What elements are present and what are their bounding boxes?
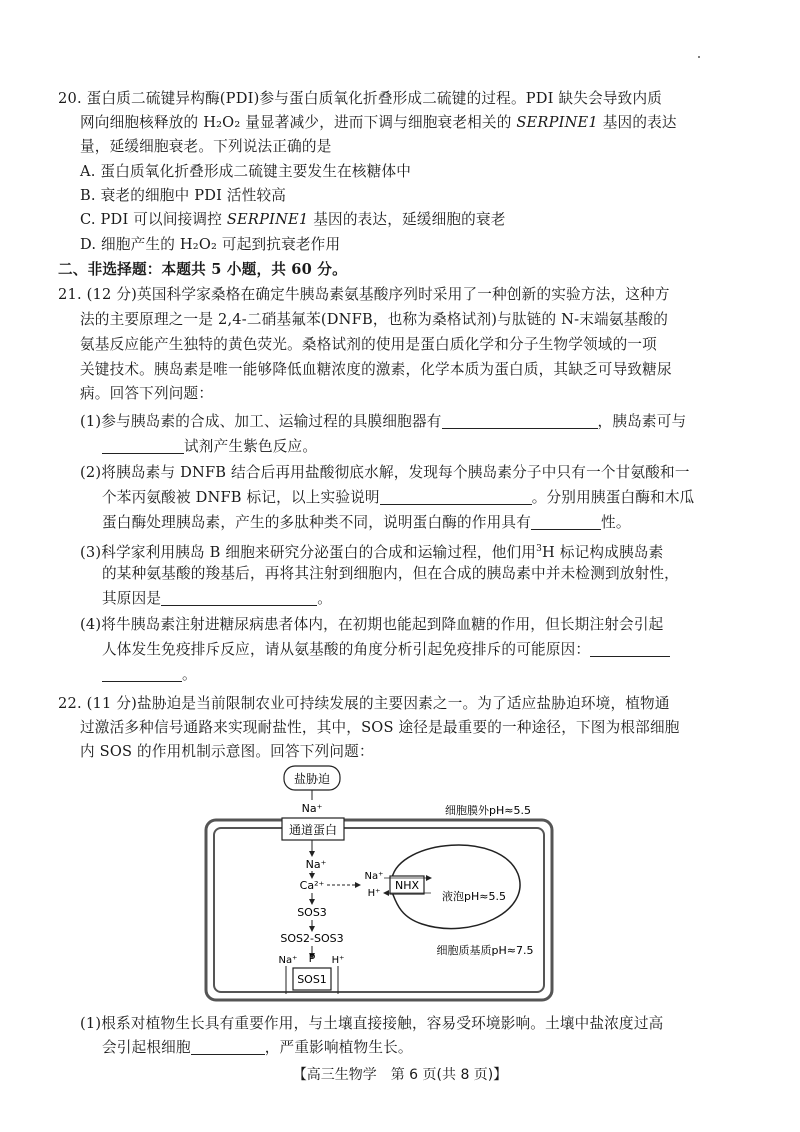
answer-blank[interactable] (161, 589, 317, 606)
q21-sub-1-text: (1)参与胰岛素的合成、加工、运输过程的具膜细胞器有 (80, 413, 442, 430)
q21-sub-1-text-c: 试剂产生紫色反应。 (184, 438, 318, 455)
q20-option-c (80, 208, 506, 232)
q21-line-4: 关键技术。胰岛素是唯一能够降低血糖浓度的激素，化学本质为蛋白质，其缺乏可导致糖尿 (80, 361, 672, 378)
na-ion-mid: Na⁺ (305, 858, 327, 871)
q20-line-2-text: 网向细胞核释放的 H₂O₂ 量显著减少，进而下调与细胞衰老相关的 (80, 114, 517, 131)
q21-sub-3-text-c: 其原因是 (102, 590, 162, 607)
q22-sub-1-cont (102, 1036, 413, 1060)
answer-blank[interactable] (380, 488, 532, 505)
q21-sub-3-cont-2 (102, 587, 332, 611)
q21-sub-4-text-c: 。 (182, 666, 197, 683)
q22-sub-1: (1)根系对植物生长具有重要作用，与土壤直接接触，容易受环境影响。土壤中盐浓度过高 (80, 1015, 664, 1032)
q21-sub-4-cont (102, 638, 670, 662)
sos1-label: SOS1 (297, 973, 327, 986)
q21-sub-2-cont-2 (102, 511, 631, 535)
q20-option-d: D. 细胞产生的 H₂O₂ 可起到抗衰老作用 (80, 236, 341, 253)
q20-line-3: 量，延缓细胞衰老。下列说法正确的是 (80, 138, 332, 155)
q21-line-1: 21. (12 分)英国科学家桑格在确定牛胰岛素氨基酸序列时采用了一种创新的实验方法，这种方 (58, 286, 670, 303)
gene-name: SERPINE1 (226, 211, 309, 228)
q21-sub-3-text: (3)科学家利用胰岛 B 细胞来研究分泌蛋白的合成和运输过程，他们用 (80, 543, 537, 561)
q21-sub-3-cont: 的某种氨基酸的羧基后，再将其注射到细胞内，但在合成的胰岛素中并未检测到放射性， (102, 565, 679, 582)
q21-line-5: 病。回答下列问题： (80, 385, 214, 402)
q21-sub-3 (80, 537, 663, 565)
h-ion-nhx: H⁺ (367, 888, 381, 899)
q21-sub-3-text-d: 。 (317, 590, 332, 607)
isotope-superscript: 3 (536, 544, 543, 554)
phosphate-label: P (308, 952, 316, 965)
q21-sub-4-text-b: 人体发生免疫排斥反应，请从氨基酸的角度分析引起免疫排斥的可能原因： (102, 641, 591, 658)
na-ion-nhx: Na⁺ (364, 871, 384, 882)
q21-sub-2-text-e: 性。 (601, 514, 631, 531)
q22-sub-1-text-b: 会引起根细胞 (102, 1039, 191, 1056)
q22-line-2: 过激活多种信号通路来实现耐盐性，其中，SOS 途径是最重要的一种途径，下图为根部细胞 (80, 719, 680, 736)
answer-blank[interactable] (442, 412, 598, 429)
q21-sub-4: (4)将牛胰岛素注射进糖尿病患者体内，在初期也能起到降血糖的作用，但长期注射会引起 (80, 616, 664, 633)
cytoplasm-ph-label: 细胞质基质pH≈7.5 (436, 944, 534, 957)
q20-option-c-tail: 基因的表达，延缓细胞的衰老 (308, 211, 506, 228)
channel-protein-label: 通道蛋白 (288, 823, 338, 837)
vacuole-ph-label: 液泡pH≈5.5 (442, 890, 506, 903)
outside-ph-label: 细胞膜外pH≈5.5 (445, 804, 531, 817)
q22-line-3: 内 SOS 的作用机制示意图。回答下列问题： (80, 743, 374, 760)
q20-option-a: A. 蛋白质氧化折叠形成二硫键主要发生在核糖体中 (80, 163, 412, 180)
q21-sub-1-cont (102, 435, 317, 459)
q21-sub-1 (80, 410, 686, 434)
q20-line-2-tail: 基因的表达 (597, 114, 677, 131)
q20-line-2 (80, 111, 677, 135)
answer-blank[interactable] (102, 437, 184, 454)
q21-sub-1-text-b: ，胰岛素可与 (597, 413, 687, 430)
answer-blank[interactable] (102, 665, 182, 682)
na-ion-top: Na⁺ (301, 802, 323, 815)
answer-blank[interactable] (590, 640, 670, 657)
answer-blank[interactable] (191, 1038, 265, 1055)
sos2-sos3-label: SOS2-SOS3 (280, 932, 344, 945)
salt-stress-label: 盐胁迫 (293, 772, 331, 786)
q21-sub-2-cont (102, 486, 694, 510)
ca-ion: Ca²⁺ (299, 879, 325, 892)
q21-sub-2-text-b: 个苯丙氨酸被 DNFB 标记，以上实验说明 (102, 489, 380, 506)
q21-line-3: 氨基反应能产生独特的黄色荧光。桑格试剂的使用是蛋白质化学和分子生物学领域的一项 (80, 336, 657, 353)
nhx-label: NHX (394, 879, 420, 892)
q20-option-c-text: C. PDI 可以间接调控 (80, 211, 227, 228)
q22-line-1: 22. (11 分)盐胁迫是当前限制农业可持续发展的主要因素之一。为了适应盐胁迫环境，植物通 (58, 695, 670, 712)
q21-sub-2: (2)将胰岛素与 DNFB 结合后再用盐酸彻底水解，发现每个胰岛素分子中只有一个甘氨酸和一 (80, 464, 690, 481)
sos3-label: SOS3 (297, 906, 327, 919)
q20-line-1: 20. 蛋白质二硫键异构酶(PDI)参与蛋白质氧化折叠形成二硫键的过程。PDI 缺失会导致内质 (58, 90, 663, 107)
q21-sub-4-cont-2 (102, 663, 197, 687)
h-ion-bottom: H⁺ (331, 955, 345, 966)
answer-blank[interactable] (531, 513, 601, 530)
q21-line-2: 法的主要原理之一是 2,4-二硝基氟苯(DNFB，也称为桑格试剂)与肽链的 N-末端氨基酸的 (80, 311, 669, 328)
q22-sub-1-text-c: ，严重影响植物生长。 (264, 1039, 413, 1056)
na-ion-bottom: Na⁺ (278, 955, 298, 966)
page-footer: 【高三生物学 第 6 页(共 8 页)】 (292, 1067, 508, 1083)
q21-sub-2-text-c: 。分别用胰蛋白酶和木瓜 (531, 489, 695, 506)
q21-sub-3-text-2: H 标记构成胰岛素 (542, 543, 664, 561)
section-heading: 二、非选择题：本题共 5 小题，共 60 分。 (58, 261, 347, 278)
q20-option-b: B. 衰老的细胞中 PDI 活性较高 (80, 187, 287, 204)
sos-mechanism-diagram (200, 762, 560, 1007)
scan-speck (698, 56, 700, 58)
gene-name: SERPINE1 (516, 114, 598, 131)
q21-sub-2-text-d: 蛋白酶处理胰岛素，产生的多肽种类不同，说明蛋白酶的作用具有 (102, 514, 532, 531)
